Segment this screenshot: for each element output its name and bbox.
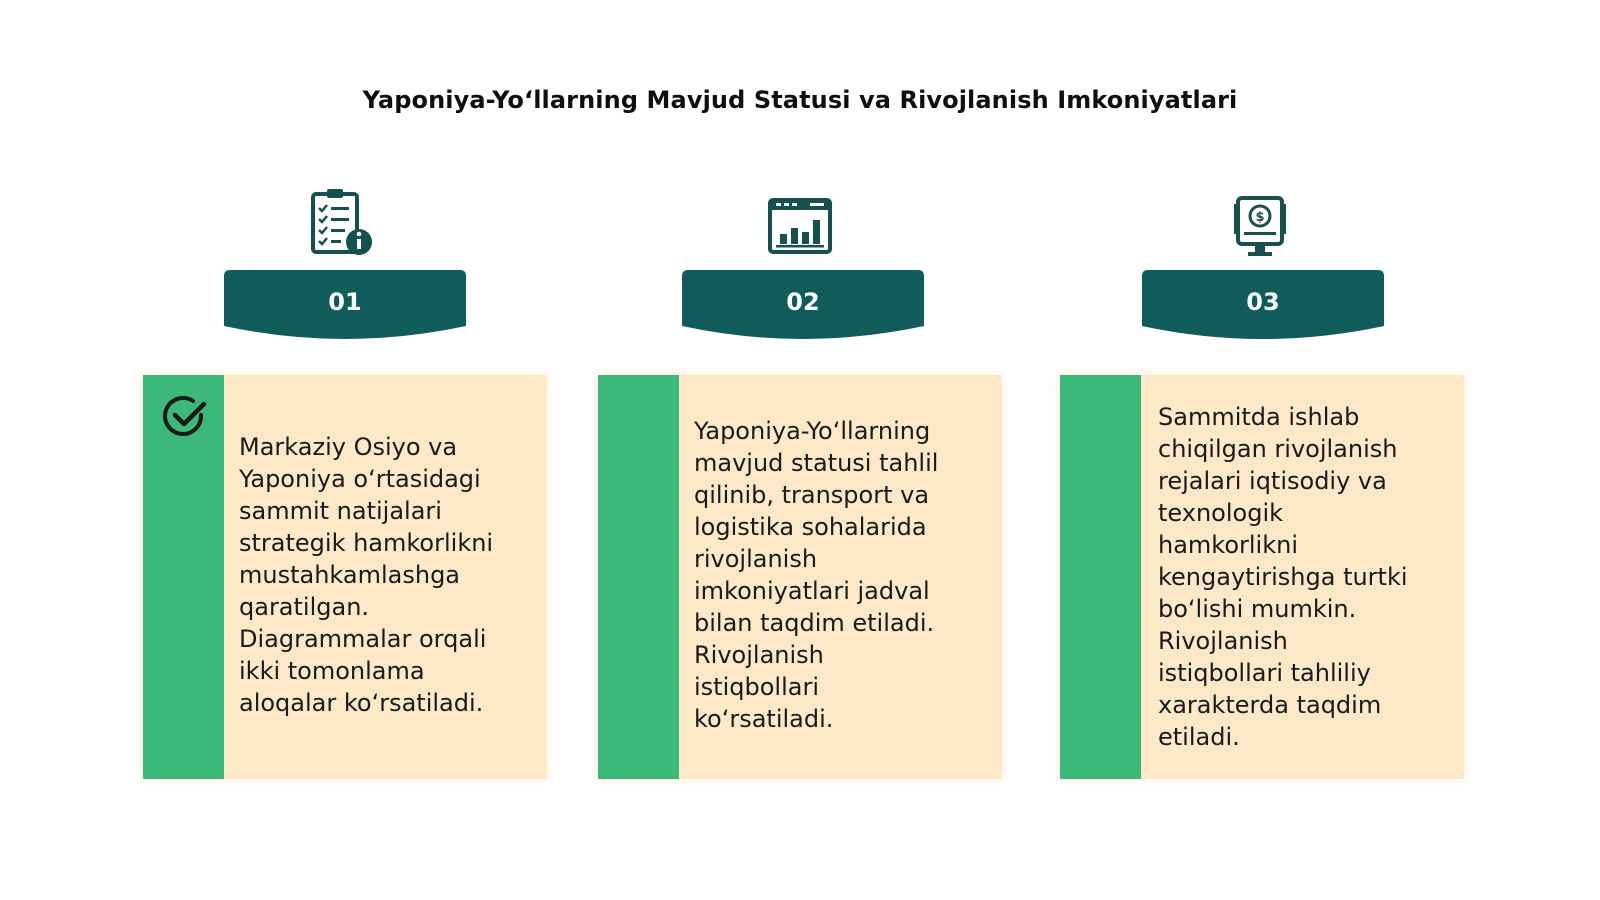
step-number: 03: [1246, 288, 1280, 316]
bar-chart-window-icon: [760, 190, 840, 270]
step-badge-3: [1140, 268, 1386, 348]
step-description: Markaziy Osiyo va Yaponiya o‘rtasidagi sammit natijalari strategik hamkorlikni mustahkamlashga qaratilgan. Diagrammalar orqali ikki tomonlama aloqalar ko‘rsatiladi.: [239, 433, 494, 717]
step-description: Sammitda ishlab chiqilgan rivojlanish rejalari iqtisodiy va texnologik hamkorlikni kengaytirishga turtki bo‘lishi mumkin. Rivojlanish istiqbollari tahliliy xarakterda taqdim etiladi.: [1158, 403, 1408, 751]
dollar-monitor-icon: [1222, 188, 1302, 268]
svg-text:$: $: [1255, 210, 1265, 225]
step-badge-1: [222, 268, 468, 348]
step-number: 02: [786, 288, 820, 316]
step-description: Yaponiya-Yo‘llarning mavjud statusi tahlil qilinib, transport va logistika sohalarida rivojlanish imkoniyatlari jadval bilan taqdim etiladi. Rivojlanish istiqbollari ko‘rsatiladi.: [694, 417, 939, 733]
card-accent-stripe: [598, 375, 679, 779]
step-card-3: [1060, 375, 1464, 779]
page-title: Yaponiya-Yo‘llarning Mavjud Statusi va Rivojlanish Imkoniyatlari: [362, 86, 1238, 114]
step-card-1: [143, 375, 547, 779]
step-card-2: [598, 375, 1002, 779]
clipboard-checklist-info-icon: [303, 186, 383, 266]
step-badge-2: [680, 268, 926, 348]
card-accent-stripe: [1060, 375, 1141, 779]
step-number: 01: [328, 288, 362, 316]
check-circle-icon: [161, 393, 209, 441]
